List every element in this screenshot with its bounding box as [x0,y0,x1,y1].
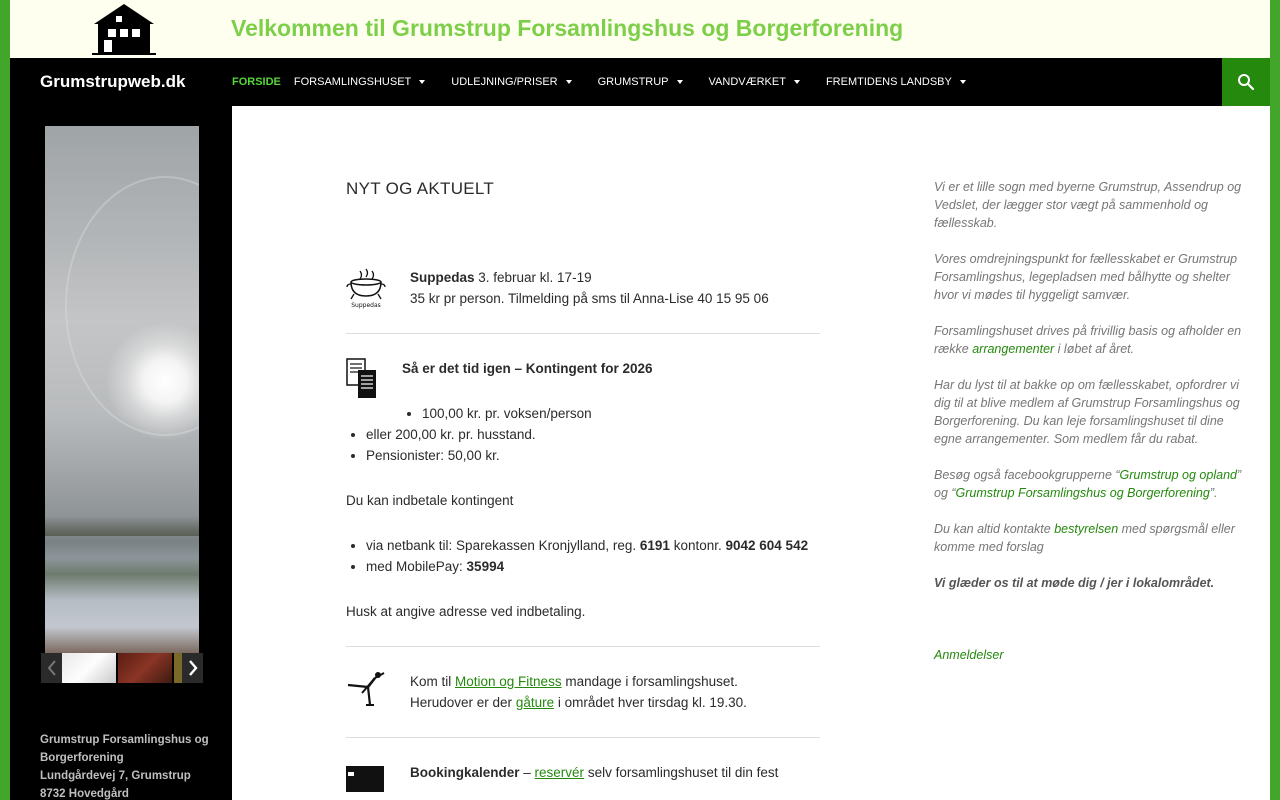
main-content [346,178,820,792]
slideshow-thumbnail[interactable] [62,653,116,683]
soup-pot-icon [346,267,386,309]
menu-item-grumstrup[interactable]: GRUMSTRUP [598,76,696,88]
page-title: NYT OG AKTUELT [346,179,495,198]
news-item-suppedas [346,267,820,309]
news-text: Suppedas 3. februar kl. 17-19 35 kr pr person. Tilmelding på sms til Anna-Lise 40 15 95 06 [410,270,769,306]
site-title-link[interactable]: Grumstrupweb.dk [40,72,186,91]
price-list: • 100,00 kr. pr. voksen/person [422,403,653,424]
menu-item-vandvaerket[interactable]: VANDVÆRKET [709,76,813,88]
search-button[interactable] [1222,58,1270,106]
banner-title: Velkommen til Grumstrup Forsamlingshus og Borgerforening [231,15,904,41]
payment-intro: Du kan indbetale kontingent [346,493,514,508]
treeline [45,516,199,536]
news-text: Kom til Motion og Fitness mandage i forsamlingshuset. Herudover er der gåture i området hver tirsdag kl. 19.30. [410,674,747,710]
menu-item-forside[interactable]: FORSIDE [232,76,281,88]
news-item-motion [346,671,820,713]
price-list: • eller 200,00 kr. pr. husstand. • Pensionister: 50,00 kr. [366,424,820,466]
divider [346,333,820,334]
menu-item-fremtidens-landsby[interactable]: FREMTIDENS LANDSBY [826,76,979,88]
divider [346,646,820,647]
bestyrelsen-link[interactable]: bestyrelsen [1054,522,1119,536]
gature-link[interactable]: gåture [515,695,555,710]
menu-item-udlejning-priser[interactable]: UDLEJNING/PRISER [451,76,584,88]
facebook-group-link[interactable]: Grumstrup Forsamlingshus og Borgerforening [955,486,1210,500]
caret-down-icon [794,80,800,84]
about-widget: Vi er et lille sogn med byerne Grumstrup, Assendrup og Vedslet, der lægger stor vægt på sammenhold og fællesskab. Vores omdrejningspunkt for fællesskabet er Grumstrup Forsamlingshus, legepladsen med bålhytte og shelter hvor vi mødes til hyggeligt samvær. Forsamlingshuset drives på frivillig basis og afholder en række arrangementer i løbet af året. Har du lyst til at bakke op om fællesskabet, opfordrer vi dig til at blive medlem af Grumstrup Forsamlingshus og Borgerforening. Du kan leje forsamlingshuset til dine egne arrangementer. Som medlem får du rabat. Besøg også facebookgrupperne “Grumstrup og opland” og “Grumstrup Forsamlingshus og Borgerforening”. Du kan altid kontakte bestyrelsen med spørgsmål eller komme med forslag Vi glæder os til at møde dig / jer i lokalområdet. Anmeldelser [934,180,1242,662]
exercise-figure-icon [346,671,386,707]
house-logo-icon [90,2,158,56]
chevron-right-icon [188,660,198,676]
news-text: Bookingkalender – reservér selv forsamlingshuset til din fest [410,765,779,780]
footer-address: Grumstrup Forsamlingshus og Borgerforening Lundgårdevej 7, Grumstrup 8732 Hovedgård [40,734,209,800]
documents-icon [346,358,378,400]
facebook-group-link[interactable]: Grumstrup og opland [1119,468,1237,482]
calendar-icon [346,762,386,792]
news-item-kontingent [346,358,820,424]
svg-text:Suppedas: Suppedas [351,302,381,309]
slideshow-prev-button[interactable] [41,653,62,683]
content-area [232,106,1270,800]
reviews-link[interactable]: Anmeldelser [934,648,1004,662]
chevron-left-icon [47,660,57,676]
arrangementer-link[interactable]: arrangementer [972,342,1055,356]
motion-fitness-link[interactable]: Motion og Fitness [455,674,562,689]
menu-item-forsamlingshuset[interactable]: FORSAMLINGSHUSET [294,76,438,88]
payment-note: Husk at angive adresse ved indbetaling. [346,604,586,619]
slideshow-thumbnail[interactable] [118,653,172,683]
header-banner [10,0,1270,58]
caret-down-icon [419,80,425,84]
reserver-link[interactable]: reservér [534,765,585,780]
divider [346,737,820,738]
slideshow-thumbnails [41,653,203,683]
payment-methods: • via netbank til: Sparekassen Kronjylland, reg. 6191 kontonr. 9042 604 542 • med MobilePay: 35994 [366,535,820,577]
news-text: Så er det tid igen – Kontingent for 2026 • 100,00 kr. pr. voksen/person [402,358,653,424]
caret-down-icon [566,80,572,84]
main-navigation [10,58,1270,106]
caret-down-icon [960,80,966,84]
primary-menu [232,58,992,106]
slideshow-image[interactable] [45,126,199,653]
search-icon [1237,73,1255,91]
slideshow-next-button[interactable] [182,653,203,683]
news-item-booking [346,762,820,792]
caret-down-icon [677,80,683,84]
left-sidebar [10,106,232,800]
